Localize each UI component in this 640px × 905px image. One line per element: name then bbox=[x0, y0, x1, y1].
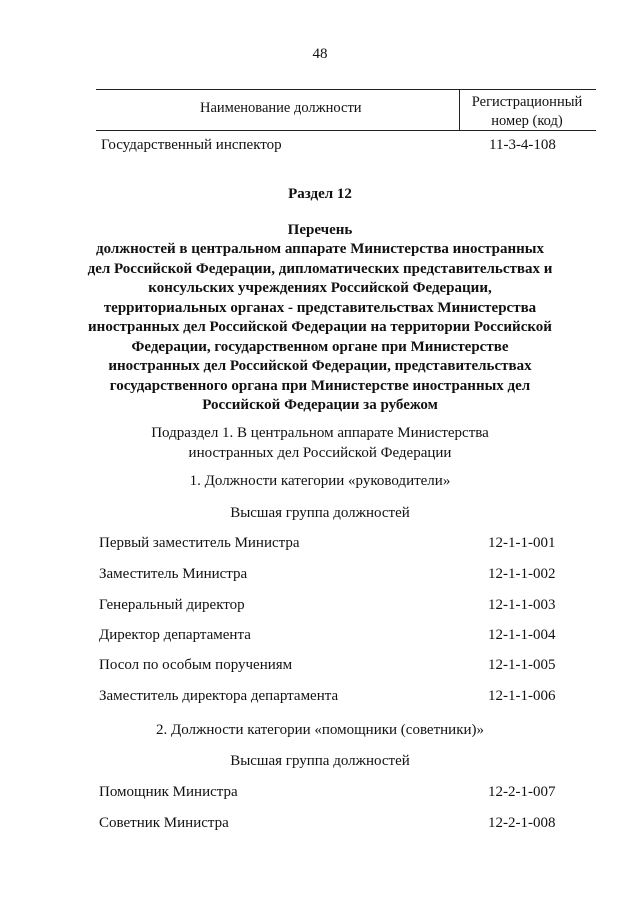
section-title: Раздел 12 bbox=[288, 186, 352, 202]
description-line: Российской Федерации за рубежом bbox=[202, 397, 438, 413]
row-name: Заместитель Министра bbox=[99, 566, 248, 582]
row-name: Помощник Министра bbox=[99, 784, 238, 800]
row-name: Первый заместитель Министра bbox=[99, 535, 300, 551]
description-line: иностранных дел Российской Федерации на территории Российской bbox=[88, 319, 552, 335]
section-heading: Перечень bbox=[287, 222, 353, 238]
category-title: 2. Должности категории «помощники (советники)» bbox=[155, 722, 485, 738]
row-code: 12-1-1-006 bbox=[488, 688, 556, 704]
table-top-rule bbox=[96, 89, 596, 90]
description-line: Федерации, государственном органе при Министерстве bbox=[131, 338, 509, 355]
section-description bbox=[0, 240, 640, 416]
subsection-title bbox=[0, 423, 640, 463]
row-name: Генеральный директор bbox=[99, 597, 245, 613]
group-title: Высшая группа должностей bbox=[230, 753, 410, 769]
row-name: Государственный инспектор bbox=[101, 137, 282, 153]
column-header-code-line2: номер (код) bbox=[491, 113, 563, 129]
row-name: Посол по особым поручениям bbox=[99, 657, 293, 673]
row-code: 12-1-1-005 bbox=[488, 657, 556, 673]
group-title: Высшая группа должностей bbox=[230, 505, 410, 521]
category-title: 1. Должности категории «руководители» bbox=[189, 473, 451, 489]
row-code: 12-2-1-007 bbox=[488, 784, 556, 800]
row-code: 11-3-4-108 bbox=[489, 137, 556, 153]
description-line: дел Российской Федерации, дипломатических представительствах и bbox=[87, 260, 553, 277]
row-code: 12-1-1-003 bbox=[488, 597, 556, 613]
row-code: 12-2-1-008 bbox=[488, 815, 556, 831]
column-header-name: Наименование должности bbox=[200, 100, 362, 116]
row-code: 12-1-1-004 bbox=[488, 627, 556, 643]
column-header-code-line1: Регистрационный bbox=[471, 94, 583, 110]
column-header-code bbox=[462, 93, 592, 131]
page-number: 48 bbox=[312, 46, 328, 62]
description-line: должностей в центральном аппарате Министерства иностранных bbox=[95, 241, 545, 257]
subsection-line2: иностранных дел Российской Федерации bbox=[188, 445, 452, 461]
subsection-line1: Подраздел 1. В центральном аппарате Министерства bbox=[151, 425, 489, 441]
row-code: 12-1-1-001 bbox=[488, 535, 556, 551]
row-name: Советник Министра bbox=[99, 815, 229, 831]
row-name: Заместитель директора департамента bbox=[99, 688, 339, 704]
row-name: Директор департамента bbox=[99, 627, 251, 643]
description-line: государственного органа при Министерстве иностранных дел bbox=[109, 377, 531, 394]
description-line: иностранных дел Российской Федерации, представительствах bbox=[108, 358, 532, 374]
description-line: территориальных органах - представительствах Министерства bbox=[103, 299, 537, 316]
row-code: 12-1-1-002 bbox=[488, 566, 556, 582]
table-column-divider bbox=[459, 89, 460, 131]
description-line: консульских учреждениях Российской Федерации, bbox=[148, 280, 492, 296]
